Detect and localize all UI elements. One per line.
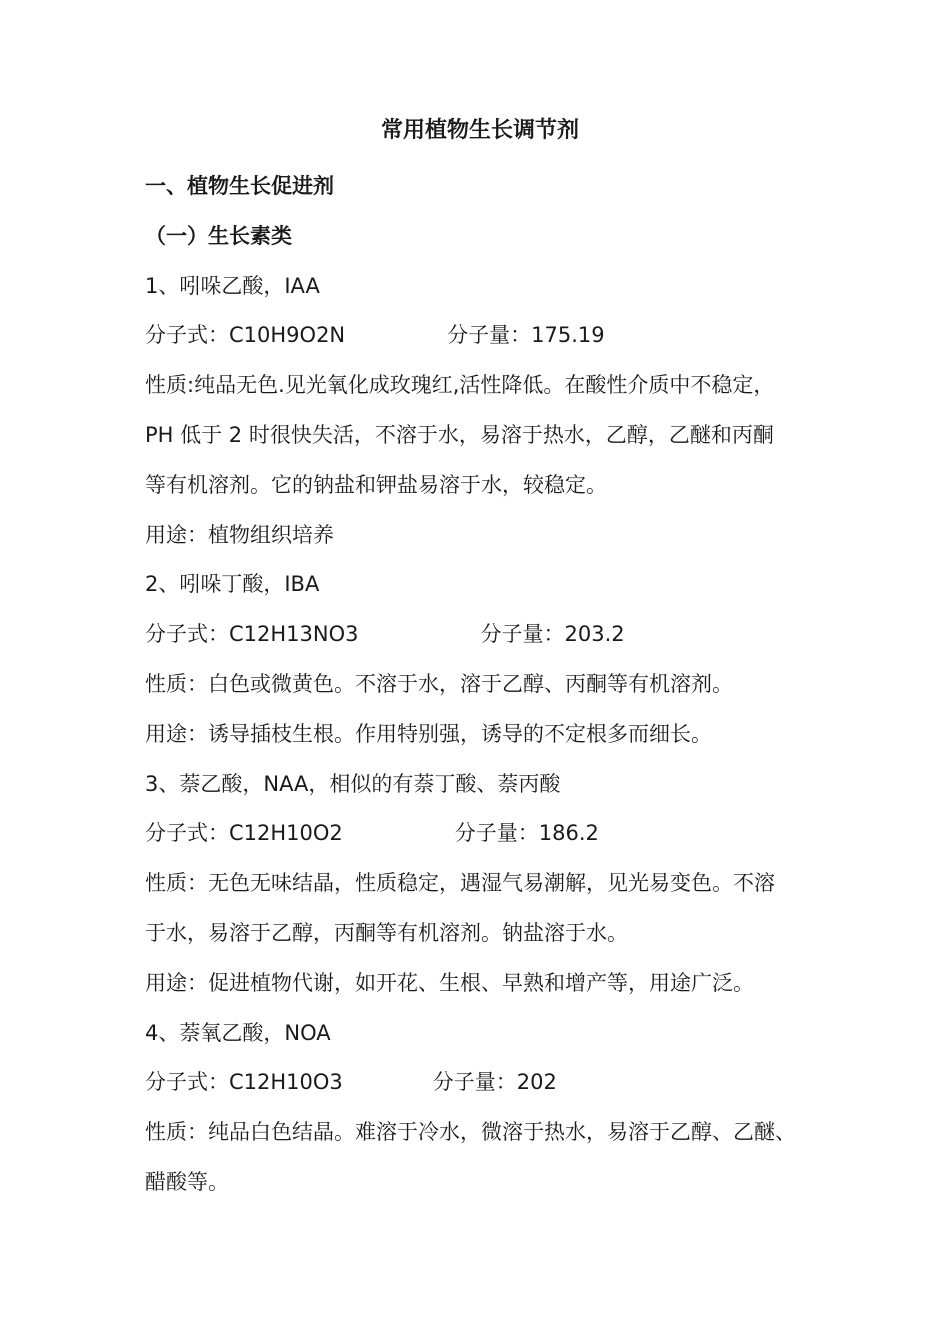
document-page xyxy=(145,112,815,1208)
property-line: 性质：白色或微黄色。不溶于水，溶于乙醇、丙酮等有机溶剂。 xyxy=(145,671,733,696)
molecular-weight: 分子量：175.19 xyxy=(447,323,605,348)
usage-line: 用途：植物组织培养 xyxy=(145,522,334,547)
item-formula-line xyxy=(145,1058,815,1108)
usage-line: 用途：诱导插枝生根。作用特别强，诱导的不定根多而细长。 xyxy=(145,721,712,746)
item-formula-line xyxy=(145,610,815,660)
subsection-heading: （一）生长素类 xyxy=(145,223,292,248)
property-line: 于水，易溶于乙醇，丙酮等有机溶剂。钠盐溶于水。 xyxy=(145,920,628,945)
molecular-weight: 分子量：202 xyxy=(432,1070,557,1095)
item-heading: 2、吲哚丁酸，IBA xyxy=(145,572,320,597)
molecular-formula: 分子式：C10H9O2N xyxy=(145,323,346,348)
molecular-weight: 分子量：203.2 xyxy=(480,622,625,647)
property-line: PH 低于 2 时很快失活，不溶于水，易溶于热水，乙醇，乙醚和丙酮 xyxy=(145,422,774,447)
item-heading: 4、萘氧乙酸，NOA xyxy=(145,1020,331,1045)
item-heading: 1、吲哚乙酸，IAA xyxy=(145,273,320,298)
molecular-formula: 分子式：C12H10O2 xyxy=(145,821,343,846)
item-block xyxy=(145,1009,815,1208)
document-title: 常用植物生长调节剂 xyxy=(380,118,579,143)
item-block xyxy=(145,560,815,759)
property-line: 性质：无色无味结晶，性质稳定，遇湿气易潮解，见光易变色。不溶 xyxy=(145,871,775,896)
item-formula-line xyxy=(145,311,815,361)
molecular-formula: 分子式：C12H10O3 xyxy=(145,1070,343,1095)
section-heading: 一、植物生长促进剂 xyxy=(145,174,334,198)
property-line: 等有机溶剂。它的钠盐和钾盐易溶于水，较稳定。 xyxy=(145,472,607,497)
item-formula-line xyxy=(145,809,815,859)
property-line: 醋酸等。 xyxy=(145,1169,229,1194)
molecular-weight: 分子量：186.2 xyxy=(454,821,599,846)
property-line: 性质:纯品无色.见光氧化成玫瑰红,活性降低。在酸性介质中不稳定， xyxy=(145,373,775,398)
property-line: 性质：纯品白色结晶。难溶于冷水，微溶于热水，易溶于乙醇、乙醚、 xyxy=(145,1120,796,1145)
item-block xyxy=(145,760,815,1009)
item-block xyxy=(145,262,815,561)
usage-line: 用途：促进植物代谢，如开花、生根、早熟和增产等，用途广泛。 xyxy=(145,970,754,995)
item-heading: 3、萘乙酸，NAA，相似的有萘丁酸、萘丙酸 xyxy=(145,771,561,796)
molecular-formula: 分子式：C12H13NO3 xyxy=(145,622,359,647)
